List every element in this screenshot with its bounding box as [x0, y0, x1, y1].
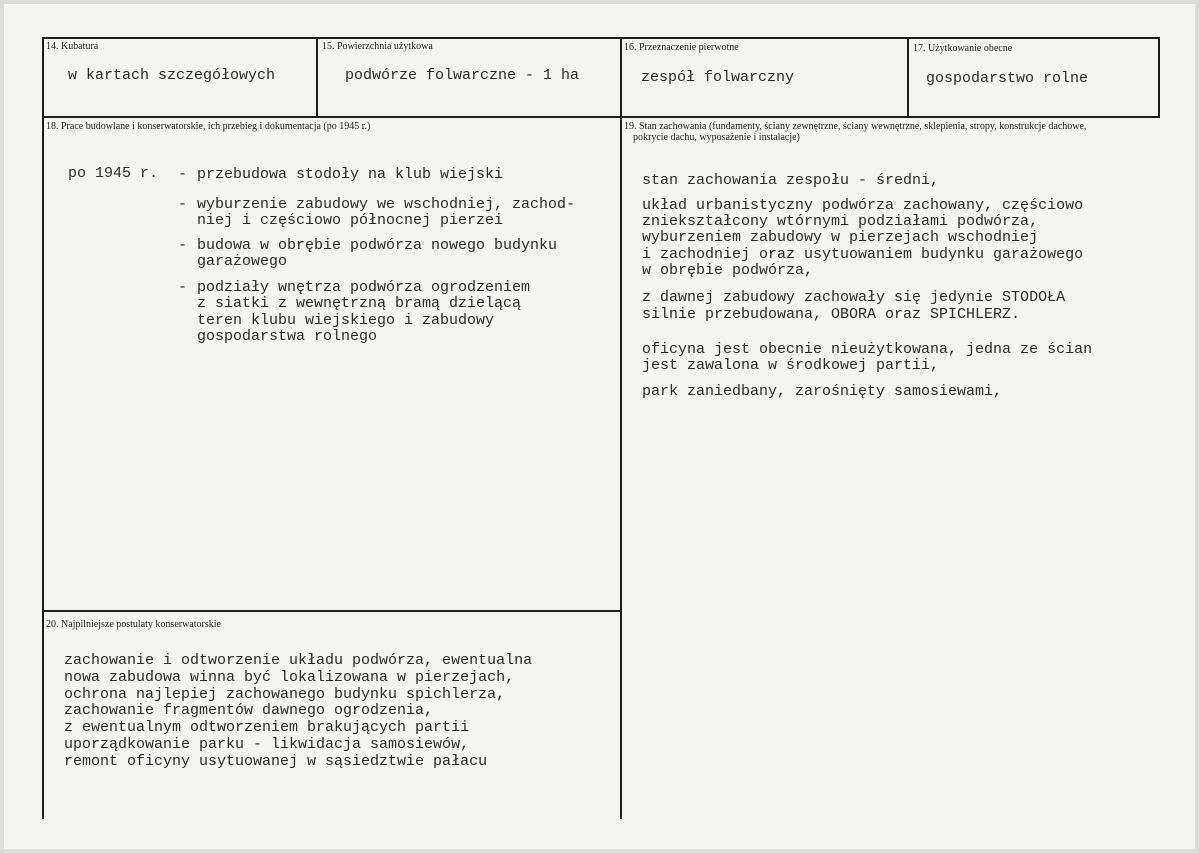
- field-20-line-1: zachowanie i odtworzenie układu podwórza, ewentualna: [64, 652, 533, 669]
- field-19-p2-line-3: wyburzeniem zabudowy w pierzejach wschodniej: [642, 229, 1039, 246]
- field-18-item-2-line-2: niej i częściowo północnej pierzei: [197, 212, 504, 229]
- field-18-item-2-line-1: wyburzenie zabudowy we wschodniej, zachod-: [197, 196, 576, 213]
- field-18-item-1-line-1: przebudowa stodoły na klub wiejski: [197, 166, 504, 183]
- field-17-label: 17. Użytkowanie obecne: [913, 43, 1013, 54]
- field-16-value: zespół folwarczny: [641, 69, 795, 86]
- field-20-line-6: uporządkowanie parku - likwidacja samosiewów,: [64, 736, 470, 753]
- field-19-p2-line-5: w obrębie podwórza,: [642, 262, 814, 279]
- field-19-p3-line-2: silnie przebudowana, OBORA oraz SPICHLERZ.: [642, 306, 1021, 323]
- bullet-dash: -: [178, 166, 188, 183]
- right-rule: [1158, 37, 1160, 118]
- field-18-item-3-line-1: budowa w obrębie podwórza nowego budynku: [197, 237, 558, 254]
- bullet-dash: -: [178, 237, 188, 254]
- field-14-value: w kartach szczegółowych: [68, 67, 276, 84]
- divider-14-15: [316, 37, 318, 118]
- field-20-line-5: z ewentualnym odtworzeniem brakujących partii: [64, 719, 470, 736]
- field-20-line-2: nowa zabudowa winna być lokalizowana w pierzejach,: [64, 669, 515, 686]
- field-18-item-4-line-2: z siatki z wewnętrzną bramą dzielącą: [197, 295, 522, 312]
- field-18-period: po 1945 r.: [68, 165, 159, 182]
- field-20-line-7: remont oficyny usytuowanej w sąsiedztwie pałacu: [64, 753, 488, 770]
- bullet-dash: -: [178, 196, 188, 213]
- record-card: [4, 4, 1195, 849]
- field-17-value: gospodarstwo rolne: [926, 70, 1089, 87]
- field-19-label-line-2: pokrycie dachu, wyposażenie i instalacje): [633, 132, 800, 143]
- field-14-label: 14. Kubatura: [46, 41, 99, 52]
- field-19-p2-line-1: układ urbanistyczny podwórza zachowany, częściowo: [642, 197, 1084, 214]
- field-18-item-4-line-4: gospodarstwa rolnego: [197, 328, 378, 345]
- field-19-p4-line-1: oficyna jest obecnie nieużytkowana, jedna ze ścian: [642, 341, 1093, 358]
- divider-16-17: [907, 37, 909, 118]
- field-19-label-line-1: 19. Stan zachowania (fundamenty, ściany zewnętrzne, ściany wewnętrzne, sklepienia, stropy, konstrukcje dachowe,: [624, 121, 1087, 132]
- field-15-value: podwórze folwarczne - 1 ha: [345, 67, 580, 84]
- field-18-item-3-line-2: garażowego: [197, 253, 288, 270]
- field-19-p2-line-2: zniekształcony wtórnymi podziałami podwórza,: [642, 213, 1039, 230]
- separator-18-20: [42, 610, 622, 612]
- top-rule: [42, 37, 1160, 39]
- field-20-label: 20. Najpilniejsze postulaty konserwatorskie: [46, 619, 221, 630]
- field-19-p4-line-2: jest zawalona w środkowej partii,: [642, 357, 940, 374]
- left-rule: [42, 37, 44, 819]
- field-20-line-4: zachowanie fragmentów dawnego ogrodzenia,: [64, 702, 434, 719]
- field-20-line-3: ochrona najlepiej zachowanego budynku spichlerza,: [64, 686, 506, 703]
- bullet-dash: -: [178, 279, 188, 296]
- field-19-p1-line-1: stan zachowania zespołu - średni,: [642, 172, 940, 189]
- field-18-item-4-line-3: teren klubu wiejskiego i zabudowy: [197, 312, 495, 329]
- field-18-item-4-line-1: podziały wnętrza podwórza ogrodzeniem: [197, 279, 531, 296]
- field-19-p5-line-1: park zaniedbany, zarośnięty samosiewami,: [642, 383, 1003, 400]
- field-15-label: 15. Powierzchnia użytkowa: [322, 41, 433, 52]
- field-18-label: 18. Prace budowlane i konserwatorskie, ich przebieg i dokumentacja (po 1945 r.): [46, 121, 371, 132]
- field-16-label: 16. Przeznaczenie pierwotne: [624, 42, 739, 53]
- field-19-p3-line-1: z dawnej zabudowy zachowały się jedynie STODOŁA: [642, 289, 1066, 306]
- row-separator: [42, 116, 1160, 118]
- field-19-p2-line-4: i zachodniej oraz usytuowaniem budynku garażowego: [642, 246, 1084, 263]
- divider-15-16: [620, 37, 622, 819]
